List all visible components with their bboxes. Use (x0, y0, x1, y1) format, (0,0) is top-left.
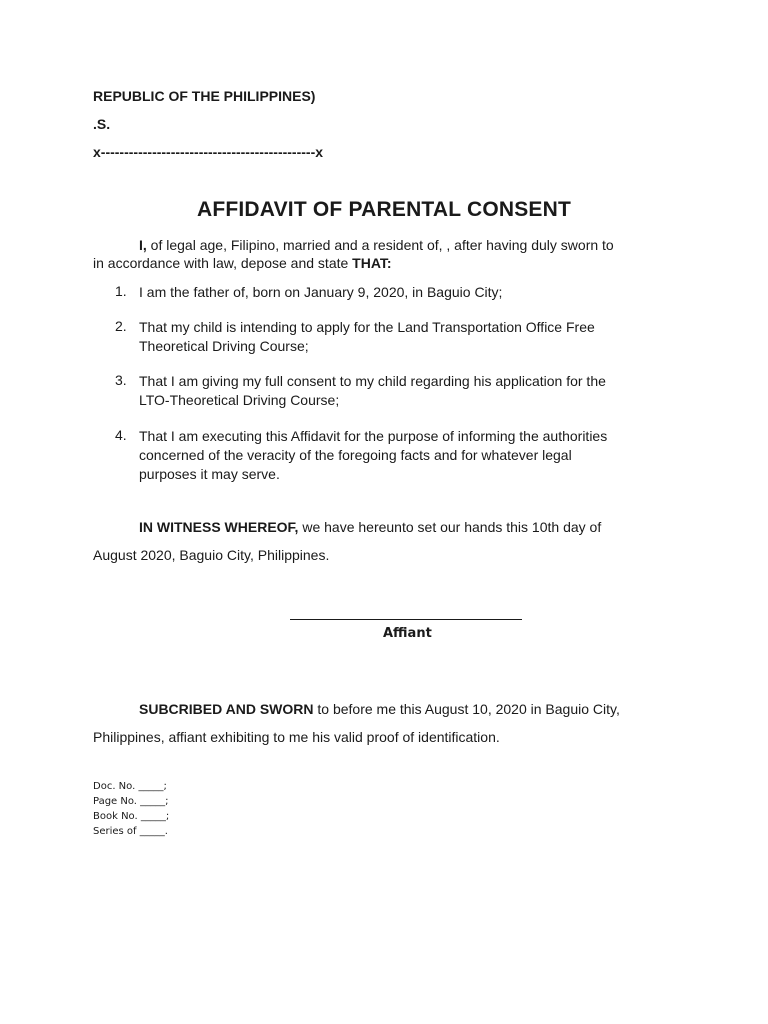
header-series: .S. (93, 116, 111, 132)
header-republic: REPUBLIC OF THE PHILIPPINES) (93, 88, 316, 104)
book-no-entry: Book No. _____; (93, 811, 170, 822)
list-item-line: I am the father of, born on January 9, 2020, in Baguio City; (139, 284, 503, 300)
list-item-line: That I am giving my full consent to my child regarding his application for the (139, 373, 606, 389)
intro-line-2 (93, 254, 392, 272)
witness-text-1: we have hereunto set our hands this 10th day of (298, 519, 602, 535)
jurat-text-1: to before me this August 10, 2020 in Baguio City, (313, 701, 620, 717)
series-entry: Series of _____. (93, 826, 168, 837)
signature-line (290, 611, 522, 620)
jurat-line-2: Philippines, affiant exhibiting to me his valid proof of identification. (93, 729, 500, 745)
list-item-line: concerned of the veracity of the foregoing facts and for whatever legal (139, 447, 572, 463)
header-divider: x----------------------------------------------x (93, 144, 324, 160)
intro-line-1 (139, 236, 614, 254)
page-no-entry: Page No. _____; (93, 796, 169, 807)
list-item-number: 1. (115, 283, 127, 299)
list-item-line: LTO-Theoretical Driving Course; (139, 392, 340, 408)
affiant-label: Affiant (383, 626, 432, 641)
doc-no-entry: Doc. No. _____; (93, 781, 167, 792)
intro-lead: I, (139, 237, 147, 253)
jurat-line-1 (139, 700, 620, 718)
jurat-lead: SUBCRIBED AND SWORN (139, 701, 314, 717)
witness-line-2: August 2020, Baguio City, Philippines. (93, 547, 330, 563)
list-item-line: Theoretical Driving Course; (139, 338, 309, 354)
list-item-line: That my child is intending to apply for the Land Transportation Office Free (139, 319, 595, 335)
intro-text-1: of legal age, Filipino, married and a resident of, , after having duly sworn to (146, 237, 614, 253)
list-item-number: 4. (115, 427, 127, 443)
witness-lead: IN WITNESS WHEREOF, (139, 519, 299, 535)
list-item-line: That I am executing this Affidavit for the purpose of informing the authorities (139, 428, 608, 444)
list-item-number: 3. (115, 372, 127, 388)
intro-that: THAT: (352, 255, 392, 271)
document-title: AFFIDAVIT OF PARENTAL CONSENT (196, 198, 572, 221)
intro-text-2: in accordance with law, depose and state (93, 255, 353, 271)
witness-line-1 (139, 518, 601, 536)
list-item-line: purposes it may serve. (139, 466, 280, 482)
list-item-number: 2. (115, 318, 127, 334)
